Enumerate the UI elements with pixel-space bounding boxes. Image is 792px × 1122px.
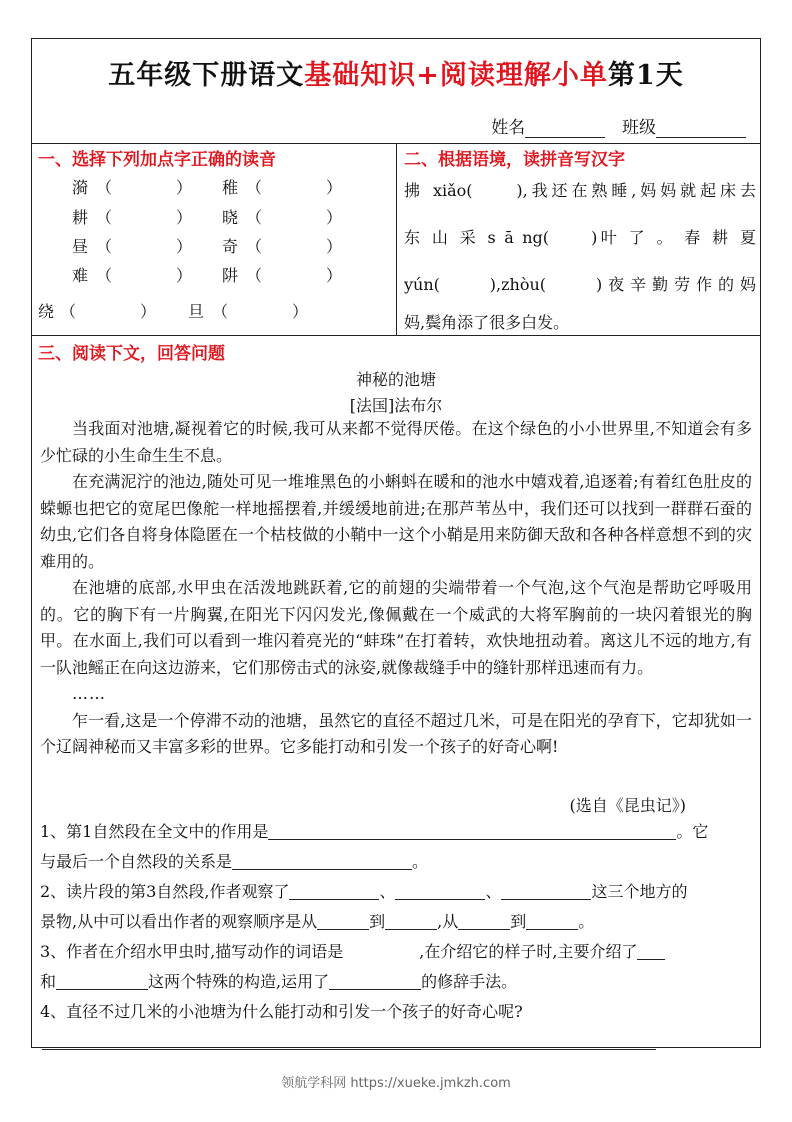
- article-source: (选自《昆虫记》): [569, 796, 686, 815]
- title-part2: 基础知识+阅读理解小单: [304, 60, 608, 91]
- article-title: 神秘的池塘: [355, 370, 436, 389]
- footer-watermark: 领航学科网 https://xueke.jmkzh.com: [281, 1076, 511, 1091]
- page-title: [32, 53, 760, 92]
- answer-blank[interactable]: [56, 971, 148, 990]
- question-2: 2、读片段的第3自然段,作者观察了 、 、 这三个地方的: [40, 882, 688, 901]
- answer-blank[interactable]: [289, 881, 379, 900]
- passage-line: 东 山 采 s ā ng( )叶 了 。 春 耕 夏: [404, 228, 756, 247]
- name-class-bar: [491, 113, 746, 138]
- article-paragraph: 乍一看,这是一个停滞不动的池塘，虽然它的直径不超过几米，可是在阳光的孕育下，它却犹如一个辽阔神秘而又丰富多彩的世界。它多能打动和引发一个孩子的好奇心啊!: [40, 710, 752, 756]
- answer-blank[interactable]: [317, 911, 369, 930]
- passage-line: yún( ),zhòu( )夜辛勤劳作的妈: [404, 275, 756, 294]
- name-label: 姓名: [491, 118, 526, 138]
- answer-line[interactable]: [42, 1031, 656, 1050]
- answer-blank[interactable]: [458, 911, 510, 930]
- section1-title: 一、选择下列加点字正确的读音: [38, 150, 276, 170]
- question-4-answer: [40, 1027, 754, 1057]
- questions: [40, 817, 754, 1057]
- question-4: 4、直径不过几米的小池塘为什么能打动和引发一个孩子的好奇心呢?: [40, 1002, 523, 1021]
- pinyin-writing-passage: [404, 167, 756, 338]
- article-author: [法国]法布尔: [349, 396, 443, 415]
- article-paragraph: 在池塘的底部,水甲虫在活泼地跳跃着,它的前翅的尖端带着一个气泡,这个气泡是帮助它呼吸用的。它的胸下有一片胸翼,在阳光下闪闪发光,像佩戴在一个威武的大将军胸前的一块闪着银光的胸甲。在水面上,我们可以看到一堆闪着亮光的“蚌珠”在打着转，欢快地扭动着。离这儿不远的地方,有一队池鳐正在向这边游来，它们那傍击式的泳姿,就像裁缝手中的缝针那样迅速而有力。: [40, 578, 752, 677]
- section3-title: 三、阅读下文，回答问题: [38, 344, 225, 364]
- passage-line: 拂 xiǎo( ),我还在熟睡,妈妈就起床去: [404, 181, 756, 200]
- answer-blank[interactable]: [329, 971, 421, 990]
- article-paragraph: 当我面对池塘,凝视着它的时候,我可从来都不觉得厌倦。在这个绿色的小小世界里,不知道会有多少忙碌的小生命生生不息。: [40, 419, 752, 465]
- question-3: 3、作者在介绍水甲虫时,描写动作的词语是 ,在介绍它的样子时,主要介绍了: [40, 937, 754, 967]
- class-field[interactable]: [656, 121, 746, 138]
- question-1-cont: 与最后一个自然段的关系是 。: [40, 852, 429, 871]
- answer-blank[interactable]: [232, 851, 412, 870]
- question-3-cont: 和 这两个特殊的构造,运用了 的修辞手法。: [40, 972, 518, 991]
- article-ellipsis: ……: [72, 684, 106, 703]
- article-paragraph: 在充满泥泞的池边,随处可见一堆堆黑色的小蝌蚪在暖和的池水中嬉戏着,追逐着;有着红色肚皮的蝾螈也把它的宽尾巴像舵一样地摇摆着,并缓缓地前进;在那芦苇丛中，我们还可以找到一群群石蚕的幼虫,它们各自将身体隐匿在一个枯枝做的小鞘中一这个小鞘是用来防御天敌和各种各样意想不到的灾难用的。: [40, 472, 752, 571]
- worksheet: 五年级下册语文基础知识+阅读理解小单第1天 姓名 班级 一、选择下列加点字正确的读音 漪 （ ） 稚 （ ） 耕 （ ） 晓 （ ） 昼 （ ） 奇 （ ） 难 （ ） 阱 （ ） 绕 （ ） 旦 （ ） 二、根据语境，读拼音写汉字 拂 xiǎo( ),我还在熟睡,妈妈就起床去 东 山 采 s ā ng( )叶 了 。 春 耕 夏 yún( ),zhòu( )夜辛勤劳作的妈 妈,鬓角添了很多白发。 三、阅读下文，回答问题 神秘的池塘 [法国]法布尔 当我面对池塘,凝视着它的时候,我可从来都不觉得厌倦。在这个绿色的小小世界里,不知道会有多少忙碌的小生命生生不息。 在充满泥泞的池边,随处可见一堆堆黑色的小蝌蚪在暖和的池水中嬉戏着,追逐着;有着红色肚皮的蝾螈也把它的宽尾巴像舵一样地摇摆着,并缓缓地前进;在那芦苇丛中，我们还可以找到一群群石蚕的幼虫,它们各自将身体隐匿在一个枯枝做的小鞘中一这个小鞘是用来防御天敌和各种各样意想不到的灾难用的。 在池塘的底部,水甲虫在活泼地跳跃着,它的前翅的尖端带着一个气泡,这个气泡是帮助它呼吸用的。它的胸下有一片胸翼,在阳光下闪闪发光,像佩戴在一个威武的大将军胸前的一块闪着银光的胸甲。在水面上,我们可以看到一堆闪着亮光的“蚌珠”在打着转，欢快地扭动着。离这儿不远的地方,有一队池鳐正在向这边游来，它们那傍击式的泳姿,就像裁缝手中的缝针那样迅速而有力。 …… 乍一看,这是一个停滞不动的池塘，虽然它的直径不超过几米，可是在阳光的孕育下，它却犹如一个辽阔神秘而又丰富多彩的世界。它多能打动和引发一个孩子的好奇心啊! (选自《昆虫记》) 1、第1自然段在全文中的作用是 。它 与最后一个自然段的关系是 。 2、读片段的第3自然段,作者观察了 、 、 这三个地方的 景物,从中可以看出作者的观察顺序是从 到 ,从 到 。 3、作者在介绍水甲虫时,描写动作的词语是 ,在介绍它的样子时,主要介绍了 和 这两个特殊的构造,运用了 的修辞手法。 4、直径不过几米的小池塘为什么能打动和引发一个孩子的好奇心呢?: [31, 38, 761, 1048]
- question-1: 1、第1自然段在全文中的作用是 。它: [40, 822, 709, 841]
- answer-blank[interactable]: [385, 911, 437, 930]
- name-field[interactable]: [525, 121, 605, 138]
- title-part1: 五年级下册语文: [108, 60, 305, 91]
- answer-blank[interactable]: [637, 941, 665, 960]
- column-divider: [396, 143, 397, 335]
- answer-blank[interactable]: [501, 881, 591, 900]
- article-body: [40, 416, 752, 761]
- answer-blank[interactable]: [526, 911, 578, 930]
- answer-blank[interactable]: [268, 821, 676, 840]
- class-label: 班级: [622, 118, 656, 138]
- passage-line: 妈,鬓角添了很多白发。: [404, 313, 570, 332]
- answer-blank[interactable]: [395, 881, 485, 900]
- question-2-cont: 景物,从中可以看出作者的观察顺序是从 到 ,从 到 。: [40, 912, 595, 931]
- section2-title: 二、根据语境，读拼音写汉字: [404, 150, 625, 170]
- title-part3: 第1天: [607, 60, 684, 91]
